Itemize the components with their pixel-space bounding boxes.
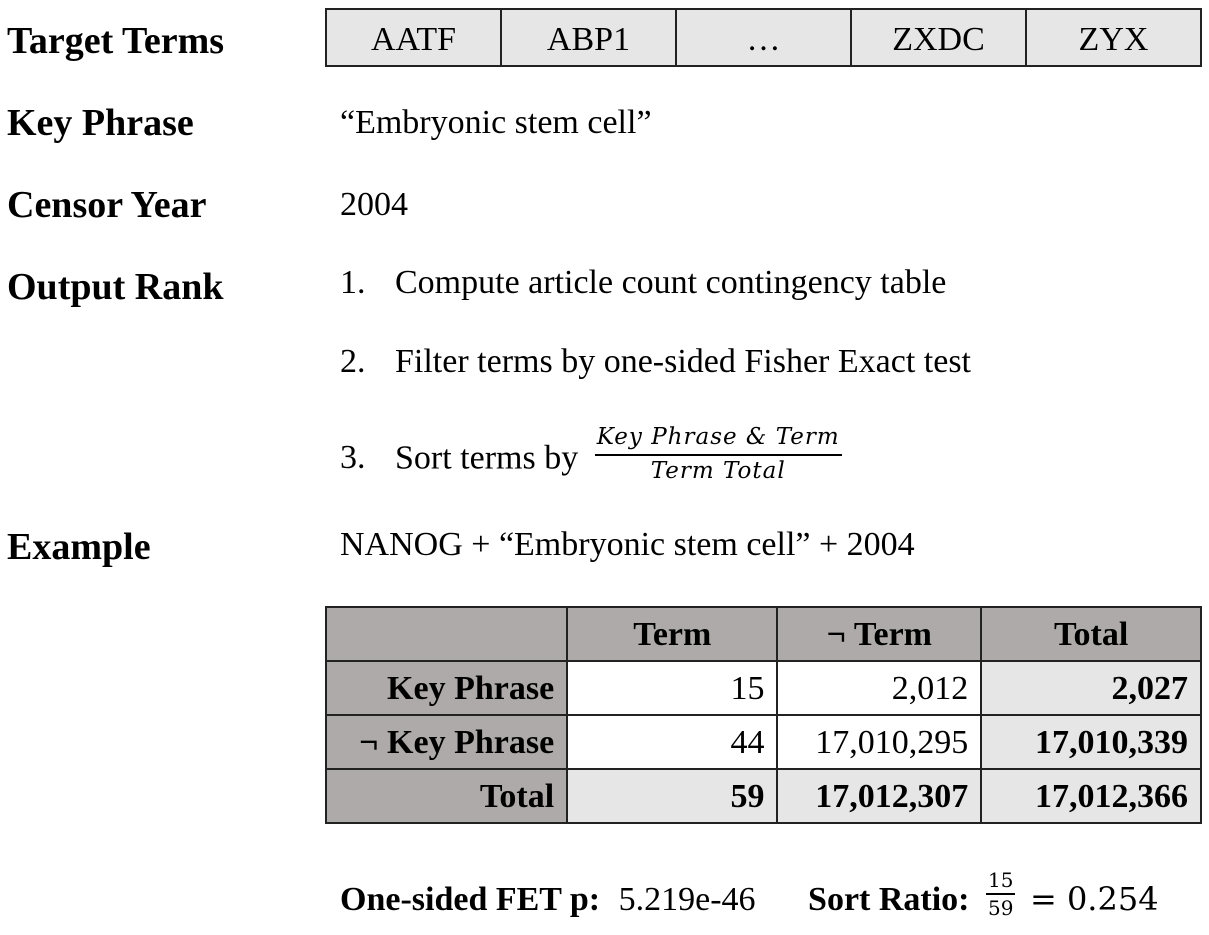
step-3 (340, 424, 842, 489)
row-header: Key Phrase (326, 661, 567, 715)
term-cell-ellipsis: … (677, 10, 852, 65)
step-1 (340, 266, 946, 300)
sort-ratio-fraction (595, 426, 842, 483)
key-phrase-label: Key Phrase (7, 102, 194, 144)
fraction-numerator: Key Phrase & Term (595, 426, 842, 456)
step-number: 2. (340, 343, 366, 380)
table-header-not-term: ¬ Term (777, 607, 981, 661)
table-cell: 17,010,295 (777, 715, 981, 769)
table-header-total: Total (981, 607, 1201, 661)
term-cell: ZYX (1078, 20, 1149, 58)
table-header-row (326, 607, 1201, 661)
step-number: 1. (340, 264, 366, 301)
censor-year-label: Censor Year (7, 184, 207, 226)
table-cell-total: 17,010,339 (981, 715, 1201, 769)
example-query: NANOG + “Embryonic stem cell” + 2004 (340, 526, 915, 563)
fet-value: 5.219e-46 (618, 880, 756, 918)
target-terms-label: Target Terms (7, 20, 225, 62)
key-phrase-value: “Embryonic stem cell” (340, 104, 652, 141)
target-terms-strip (325, 8, 1202, 67)
contingency-table (325, 606, 1202, 824)
table-cell: 2,012 (777, 661, 981, 715)
row-header: ¬ Key Phrase (326, 715, 567, 769)
fet-label: One-sided FET p: (340, 880, 601, 918)
step-text: Sort terms by (395, 439, 579, 477)
step-2 (340, 345, 971, 379)
step-text: Filter terms by one-sided Fisher Exact test (395, 343, 971, 380)
row-header: Total (326, 769, 567, 823)
output-rank-label: Output Rank (7, 266, 224, 308)
fraction-numerator: 15 (986, 870, 1015, 895)
example-label: Example (7, 526, 151, 568)
censor-year-value: 2004 (340, 186, 408, 223)
table-header-term: Term (567, 607, 777, 661)
table-cell-total: 17,012,366 (981, 769, 1201, 823)
table-cell-total: 59 (567, 769, 777, 823)
sort-ratio-fraction (986, 870, 1015, 918)
table-row (326, 715, 1201, 769)
step-number: 3. (340, 439, 366, 477)
fraction-denominator: 59 (988, 896, 1014, 920)
sort-ratio-result: = 0.254 (1029, 879, 1159, 918)
table-row (326, 661, 1201, 715)
term-cell: AATF (327, 10, 502, 65)
table-cell-total: 17,012,307 (777, 769, 981, 823)
table-row (326, 769, 1201, 823)
term-cell: ZXDC (852, 10, 1027, 65)
sort-ratio-label: Sort Ratio: (808, 880, 970, 918)
fraction-denominator: Term Total (650, 458, 786, 484)
table-cell: 15 (567, 661, 777, 715)
table-cell-total: 2,027 (981, 661, 1201, 715)
step-text: Compute article count contingency table (395, 264, 947, 301)
table-cell: 44 (567, 715, 777, 769)
table-header-corner (326, 607, 567, 661)
result-footer (340, 868, 1159, 926)
term-cell: ABP1 (502, 10, 677, 65)
